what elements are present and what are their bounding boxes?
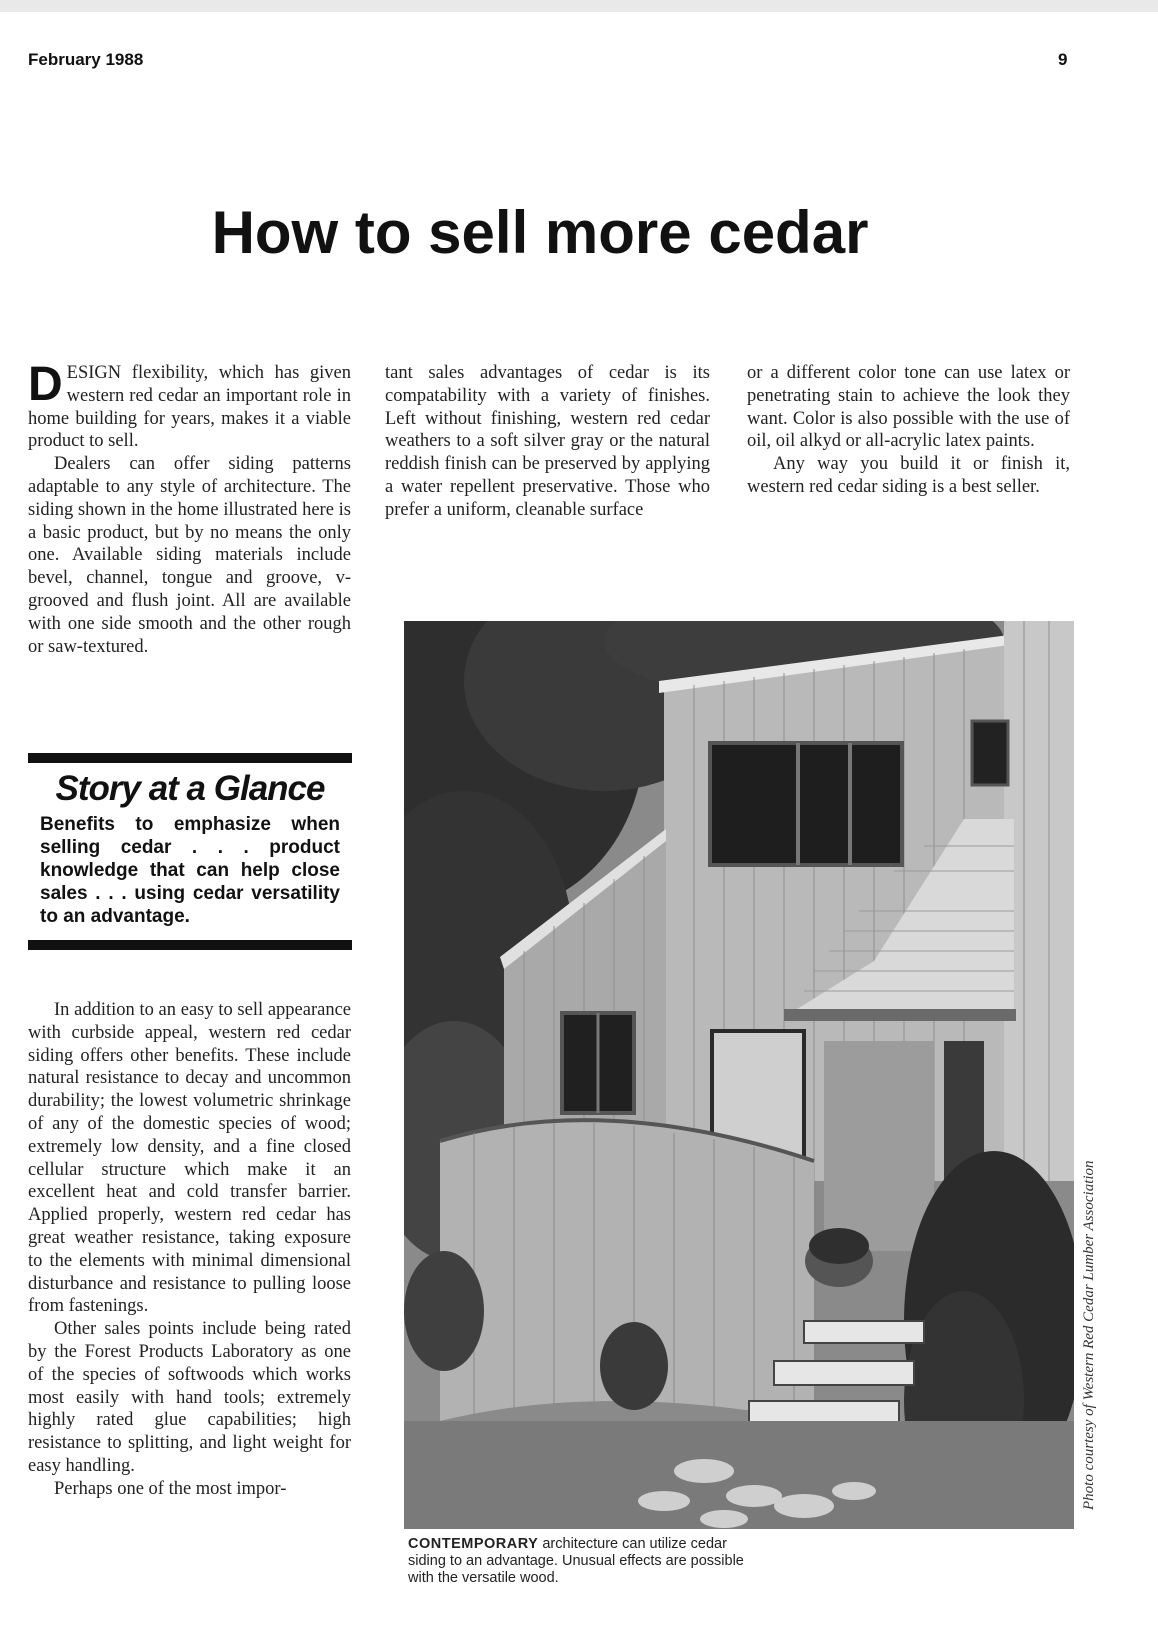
glance-top-rule <box>28 753 352 763</box>
body-paragraph: Any way you build it or finish it, western red cedar siding is a best seller. <box>747 454 1070 497</box>
intro-paragraph <box>28 358 351 453</box>
caption-lead: CONTEMPORARY <box>408 1536 539 1552</box>
article-column-2 <box>385 362 710 522</box>
article-column-1 <box>28 358 351 658</box>
house-photo <box>404 621 1074 1529</box>
page-edge <box>0 0 1158 12</box>
body-paragraph: Other sales points include being rated by the Forest Products Laboratory as one of the species of softwoods which works most easily with hand tools; extremely highly rated glue capabilities; high resistance to splitting, and light weight for easy handling. <box>28 1319 351 1476</box>
glance-title: Story at a Glance <box>55 769 325 808</box>
body-paragraph: In addition to an easy to sell appearance with curbside appeal, western red cedar siding offers other benefits. These include natural resistance to decay and uncommon durability; the lowest volumetric shrinkage of any of the domestic species of wood; extremely low density, and a fine closed cellular structure which make it an excellent heat and cold transfer barrier. Applied properly, western red cedar has great weather resistance, taking exposure to the elements with minimal dimensional disturbance and resistance to pulling loose from fastenings. <box>28 1000 351 1317</box>
intro-smallcaps: ESIGN <box>66 363 122 383</box>
photo-caption <box>408 1536 748 1587</box>
body-paragraph: Dealers can offer siding patterns adaptable to any style of architecture. The siding shown in the home illustrated here is a basic product, but by no means the only one. Available siding materials include bevel, channel, tongue and groove, v-grooved and flush joint. All are available with one side smooth and the other rough or saw-textured. <box>28 454 351 657</box>
article-title: How to sell more cedar <box>211 199 869 266</box>
glance-summary: Benefits to emphasize when selling cedar . . . product knowledge that can help close sales . . . using cedar versatility to an advantage. <box>40 814 340 927</box>
issue-date: February 1988 <box>28 50 144 69</box>
body-paragraph: tant sales advantages of cedar is its compatability with a variety of finishes. Left without finishing, western red cedar weathers to a soft silver gray or the natural reddish finish can be preserved by applying a water repellent preservative. Those who prefer a uniform, cleanable surface <box>385 363 710 520</box>
glance-bottom-rule <box>28 940 352 950</box>
body-paragraph: Perhaps one of the most impor- <box>54 1478 287 1499</box>
drop-cap: D <box>28 358 63 411</box>
page-number: 9 <box>1058 50 1068 69</box>
article-column-3 <box>747 362 1070 499</box>
caption-text: architecture can utilize cedar siding to an advantage. Unusual effects are possible with the versatile wood. <box>408 1536 744 1586</box>
article-column-1-lower <box>28 999 351 1501</box>
photo-credit: Photo courtesy of Western Red Cedar Lumber Association <box>1081 1160 1097 1510</box>
body-paragraph: or a different color tone can use latex or penetrating stain to achieve the look they want. Color is also possible with the use of oil, oil alkyd or all-acrylic latex paints. <box>747 363 1070 452</box>
intro-text: flexibility, which has given western red cedar an important role in home building for years, makes it a viable product to sell. <box>28 363 351 452</box>
